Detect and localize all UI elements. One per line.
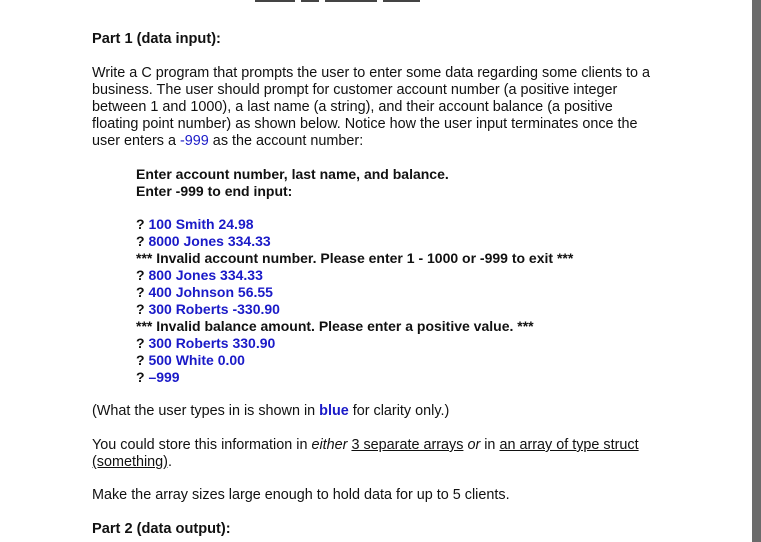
- error-message: *** Invalid balance amount. Please enter a positive value. ***: [136, 318, 534, 334]
- user-input: 100 Smith 24.98: [148, 216, 254, 232]
- prompt-line-2: Enter -999 to end input:: [136, 183, 293, 199]
- error-message: *** Invalid account number. Please enter 1 - 1000 or -999 to exit ***: [136, 250, 574, 266]
- struct-array-text-cont: (something): [92, 454, 168, 470]
- user-input: –999: [148, 369, 180, 385]
- struct-array-text: an array of type struct: [499, 437, 639, 453]
- part1-heading: Part 1 (data input):: [92, 31, 221, 47]
- window-edge: [752, 0, 761, 542]
- intro-line-3: between 1 and 1000), a last name (a string), and their account balance (a positive: [92, 99, 613, 115]
- intro-line-1: Write a C program that prompts the user to enter some data regarding some clients to a: [92, 65, 651, 81]
- blue-word: blue: [319, 403, 349, 419]
- intro-line-4: floating point number) as shown below. Notice how the user input terminates once the: [92, 116, 638, 132]
- session-line: ? 8000 Jones 334.33: [136, 233, 271, 249]
- intro-paragraph: [92, 65, 692, 150]
- session-line: ? 100 Smith 24.98: [136, 216, 254, 232]
- part2-heading: Part 2 (data output):: [92, 521, 231, 537]
- user-input: 800 Jones 334.33: [148, 267, 263, 283]
- session-line: ? 300 Roberts -330.90: [136, 301, 280, 317]
- prompt-line-1: Enter account number, last name, and balance.: [136, 166, 449, 182]
- user-input: 400 Johnson 56.55: [148, 284, 273, 300]
- cutoff-text-fragment: [0, 0, 752, 5]
- storage-paragraph: You could store this information in either 3 separate arrays or in an array of type struct (something).: [92, 437, 639, 470]
- session-line: ? 800 Jones 334.33: [136, 267, 263, 283]
- user-input: 300 Roberts -330.90: [148, 301, 280, 317]
- user-input: 8000 Jones 334.33: [148, 233, 271, 249]
- session-line: ? 300 Roberts 330.90: [136, 335, 276, 351]
- intro-line-5: user enters a -999 as the account number:: [92, 133, 364, 149]
- session-line: ? 400 Johnson 56.55: [136, 284, 273, 300]
- array-size-note: Make the array sizes large enough to hold data for up to 5 clients.: [92, 487, 510, 503]
- session-line: ? 500 White 0.00: [136, 352, 245, 368]
- color-note: (What the user types in is shown in blue for clarity only.): [92, 403, 450, 419]
- user-input: 300 Roberts 330.90: [148, 335, 276, 351]
- separate-arrays-text: 3 separate arrays: [351, 437, 464, 453]
- session-line: ? –999: [136, 369, 180, 385]
- sample-prompt: [136, 166, 449, 200]
- sentinel-value: -999: [180, 133, 209, 149]
- intro-line-2: business. The user should prompt for customer account number (a positive integer: [92, 82, 618, 98]
- sample-session: [136, 216, 573, 386]
- user-input: 500 White 0.00: [148, 352, 245, 368]
